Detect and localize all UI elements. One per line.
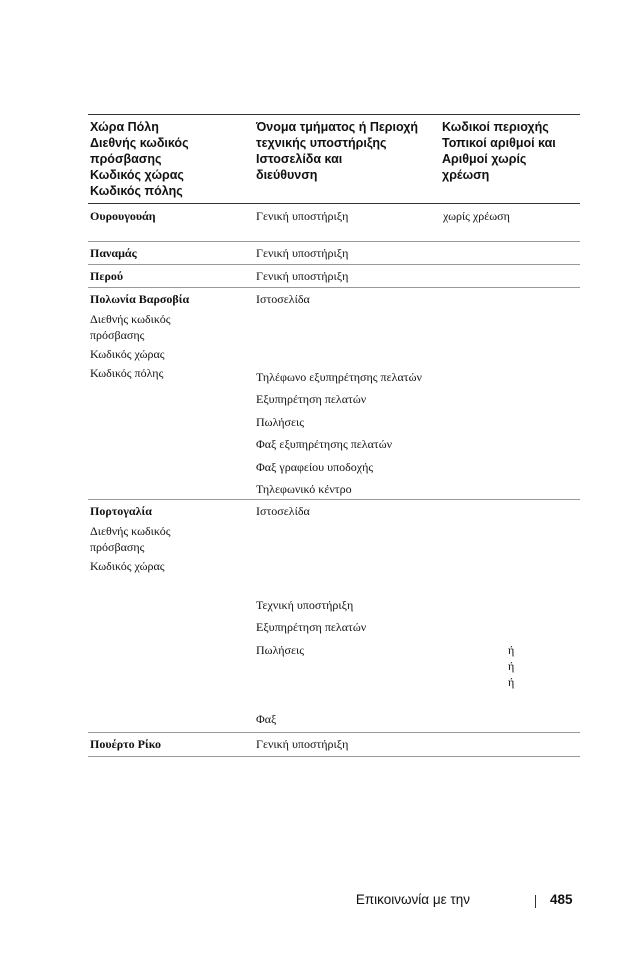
footer-separator bbox=[535, 895, 536, 908]
table-row bbox=[88, 500, 580, 733]
row-label: Κωδικός χώρας bbox=[90, 559, 165, 573]
country-name: Πολωνία Βαρσοβία bbox=[90, 292, 190, 306]
service-name: Εξυπηρέτηση πελατών bbox=[256, 392, 367, 406]
row-label: πρόσβασης bbox=[90, 540, 145, 554]
service-name: Φαξ γραφείου υποδοχής bbox=[256, 460, 374, 474]
table-row bbox=[88, 733, 580, 757]
header-numbers: Κωδικοί περιοχής Τοπικοί αριθμοί και Αριθμοί χωρίς χρέωση bbox=[442, 120, 556, 182]
table-row bbox=[88, 204, 580, 242]
service-name: Πωλήσεις bbox=[256, 643, 305, 657]
service-name: Εξυπηρέτηση πελατών bbox=[256, 620, 367, 634]
or-mark: ή bbox=[508, 643, 515, 657]
country-name: Παναμάς bbox=[90, 246, 137, 260]
service-name: Γενική υποστήριξη bbox=[256, 737, 349, 751]
or-mark: ή bbox=[508, 675, 515, 689]
service-name: Γενική υποστήριξη bbox=[256, 209, 349, 223]
service-name: Ιστοσελίδα bbox=[256, 292, 310, 306]
header-department: Όνομα τμήματος ή Περιοχή τεχνικής υποστήριξης Ιστοσελίδα και διεύθυνση bbox=[256, 120, 419, 182]
service-name: Τηλεφωνικό κέντρο bbox=[256, 482, 352, 496]
country-name: Πορτογαλία bbox=[90, 504, 152, 518]
service-name: Γενική υποστήριξη bbox=[256, 246, 349, 260]
country-name: Περού bbox=[90, 269, 124, 283]
row-label: Κωδικός χώρας bbox=[90, 347, 165, 361]
row-label: Κωδικός πόλης bbox=[90, 366, 164, 380]
service-name: Πωλήσεις bbox=[256, 415, 305, 429]
page-number: 485 bbox=[550, 892, 573, 907]
row-label: πρόσβασης bbox=[90, 328, 145, 342]
table-header bbox=[88, 115, 580, 204]
service-name: Τηλέφωνο εξυπηρέτησης πελατών bbox=[256, 370, 422, 384]
row-label: Διεθνής κωδικός bbox=[90, 524, 171, 538]
table-row bbox=[88, 265, 580, 288]
or-mark: ή bbox=[508, 659, 515, 673]
number-value: χωρίς χρέωση bbox=[443, 209, 510, 223]
service-name: Γενική υποστήριξη bbox=[256, 269, 349, 283]
contact-table bbox=[88, 114, 580, 757]
service-name: Ιστοσελίδα bbox=[256, 504, 310, 518]
page-footer bbox=[0, 892, 636, 912]
table-row bbox=[88, 242, 580, 265]
row-label: Διεθνής κωδικός bbox=[90, 312, 171, 326]
header-country: Χώρα Πόλη Διεθνής κωδικός πρόσβασης Κωδικός χώρας Κωδικός πόλης bbox=[90, 120, 189, 198]
country-name: Πουέρτο Ρίκο bbox=[90, 737, 162, 751]
service-name: Φαξ εξυπηρέτησης πελατών bbox=[256, 437, 393, 451]
footer-title: Επικοινωνία με την bbox=[355, 892, 470, 907]
country-name: Ουρουγουάη bbox=[90, 209, 156, 223]
service-name: Φαξ bbox=[256, 712, 277, 726]
service-name: Τεχνική υποστήριξη bbox=[256, 598, 354, 612]
table-row bbox=[88, 288, 580, 500]
